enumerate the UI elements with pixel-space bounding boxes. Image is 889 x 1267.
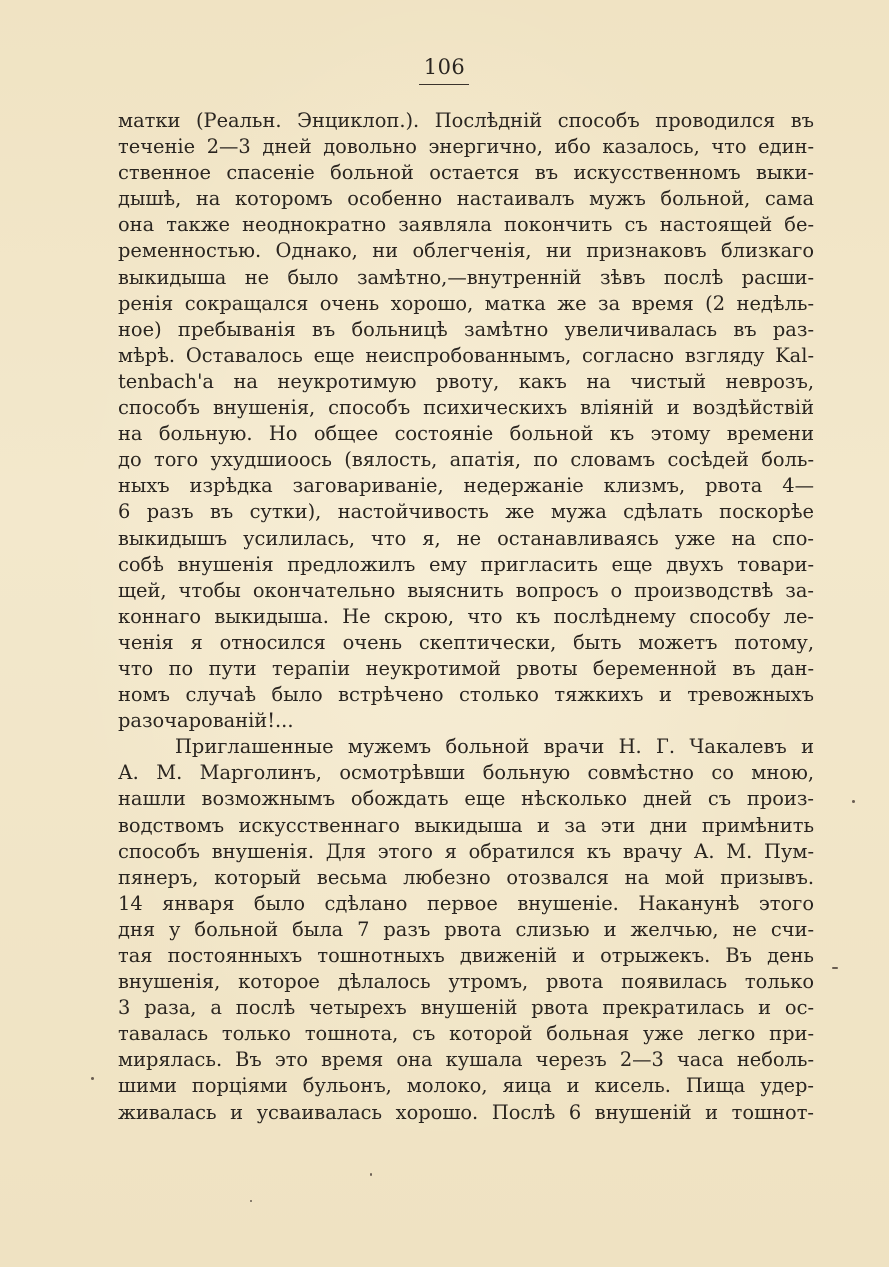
page-number: 106 xyxy=(423,55,466,79)
text-line: Приглашенные мужемъ больной врачи Н. Г. Чакалевъ и xyxy=(175,735,814,759)
text-line: водствомъ искусственнаго выкидыша и за эти дни примѣнить xyxy=(118,813,814,837)
text-line: выкидыша не было замѣтно,—внутренній зѣвъ послѣ расши- xyxy=(118,265,814,289)
text-line: 6 разъ въ сутки), настойчивость же мужа сдѣлать поскорѣе xyxy=(118,500,814,524)
text-line: ное) пребыванія въ больницѣ замѣтно увеличивалась въ раз- xyxy=(118,317,814,341)
paper-speck xyxy=(250,1200,252,1202)
text-line: дня у больной была 7 разъ рвота слизью и желчью, не счи- xyxy=(118,917,814,941)
text-line: щей, чтобы окончательно выяснить вопросъ о производствѣ за- xyxy=(118,578,814,602)
text-line: живалась и усваивалась хорошо. Послѣ 6 внушеній и тошнот- xyxy=(118,1100,814,1124)
text-line: ственное спасеніе больной остается въ искусственномъ выки- xyxy=(118,161,814,185)
text-line: дышѣ, на которомъ особенно настаивалъ мужъ больной, сама xyxy=(118,187,814,211)
text-line: мирялась. Въ это время она кушала черезъ 2—3 часа неболь- xyxy=(118,1048,814,1072)
text-line: что по пути терапіи неукротимой рвоты беременной въ дан- xyxy=(118,656,814,680)
text-line: теченіе 2—3 дней довольно энергично, ибо казалось, что един- xyxy=(118,135,814,159)
text-line: выкидышъ усилилась, что я, не останавливаясь уже на спо- xyxy=(118,526,814,550)
text-line: матки (Реальн. Энциклоп.). Послѣдній способъ проводился въ xyxy=(118,109,814,132)
text-line: она также неоднократно заявляла покончить съ настоящей бе- xyxy=(118,213,814,237)
paragraph-1 xyxy=(118,108,814,734)
paper-speck xyxy=(832,967,838,969)
paragraph-2 xyxy=(118,734,814,1125)
text-line: тавалась только тошнота, съ которой больная уже легко при- xyxy=(118,1022,814,1046)
paper-speck xyxy=(852,800,855,803)
text-line: тая постоянныхъ тошнотныхъ движеній и отрыжекъ. Въ день xyxy=(118,944,814,967)
text-line: коннаго выкидыша. Не скрою, что къ послѣднему способу ле- xyxy=(118,604,814,628)
text-line: номъ случаѣ было встрѣчено столько тяжкихъ и тревожныхъ xyxy=(118,683,814,707)
text-line: ныхъ изрѣдка заговариваніе, недержаніе клизмъ, рвота 4— xyxy=(118,474,814,498)
text-line: способъ внушенія, способъ психическихъ вліяній и воздѣйствій xyxy=(118,396,814,420)
text-line: tenbach'а на неукротимую рвоту, какъ на чистый неврозъ, xyxy=(118,369,814,393)
text-line: ренія сокращался очень хорошо, матка же за время (2 недѣль- xyxy=(118,291,814,315)
paper-speck xyxy=(370,1173,372,1176)
text-line: способъ внушенія. Для этого я обратился къ врачу А. М. Пум- xyxy=(118,839,814,863)
text-line: нашли возможнымъ обождать еще нѣсколько дней съ произ- xyxy=(118,787,814,811)
text-line: собѣ внушенія предложилъ ему пригласить еще двухъ товари- xyxy=(118,552,814,576)
text-line: ченія я относился очень скептически, быть можетъ потому, xyxy=(118,630,814,654)
text-line: на больную. Но общее состояніе больной къ этому времени xyxy=(118,422,814,446)
text-line: разочарованій!... xyxy=(118,709,294,733)
text-line: шими порціями бульонъ, молоко, яица и кисель. Пища удер- xyxy=(118,1074,814,1098)
text-line: внушенія, которое дѣлалось утромъ, рвота появилась только xyxy=(118,970,814,994)
text-line: 3 раза, а послѣ четырехъ внушеній рвота прекратилась и ос- xyxy=(118,996,814,1020)
text-line: А. М. Марголинъ, осмотрѣвши больную совмѣстно со мною, xyxy=(118,761,814,785)
text-line: 14 января было сдѣлано первое внушеніе. Наканунѣ этого xyxy=(118,891,814,915)
paper-speck xyxy=(91,1077,94,1080)
body-text xyxy=(118,108,814,1126)
text-line: ременностью. Однако, ни облегченія, ни признаковъ близкаго xyxy=(118,239,814,263)
text-line: мѣрѣ. Оставалось еще неиспробованнымъ, согласно взгляду Kal- xyxy=(118,343,814,367)
text-line: пянеръ, который весьма любезно отозвался на мой призывъ. xyxy=(118,865,814,889)
text-line: до того ухудшиоось (вялость, апатія, по словамъ сосѣдей боль- xyxy=(118,448,814,472)
page-number-rule xyxy=(419,84,469,85)
